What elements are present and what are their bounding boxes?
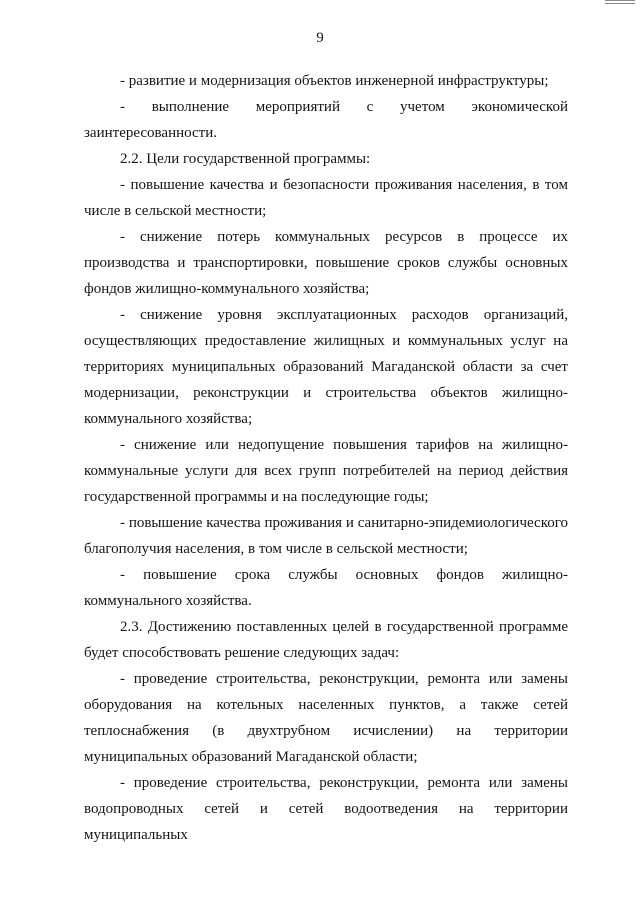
paragraph-2: - выполнение мероприятий с учетом экономической заинтересованности. [84, 99, 568, 141]
paragraph-10: 2.3. Достижению поставленных целей в государственной программе будет способствовать решение следующих задач: [84, 619, 568, 661]
paragraph-6: - снижение уровня эксплуатационных расходов организаций, осуществляющих предоставление жилищных и коммунальных услуг на территориях муниципальных образований Магаданской области за счет модернизации, реконструкции и строительства объектов жилищно-коммунального хозяйства; [84, 307, 568, 427]
corner-mark [605, 0, 635, 9]
corner-mark-line [605, 0, 635, 1]
paragraph-12: - проведение строительства, реконструкции, ремонта или замены водопроводных сетей и сетей водоотведения на территории муниципальных [84, 775, 568, 843]
paragraph-11: - проведение строительства, реконструкции, ремонта или замены оборудования на котельных населенных пунктов, а также сетей теплоснабжения (в двухтрубном исчислении) на территории муниципальных образований Магаданской области; [84, 671, 568, 765]
document-body [84, 68, 568, 848]
corner-mark-line [605, 3, 635, 4]
paragraph-5: - снижение потерь коммунальных ресурсов в процессе их производства и транспортировки, повышение сроков службы основных фондов жилищно-коммунального хозяйства; [84, 229, 568, 297]
paragraph-8: - повышение качества проживания и санитарно-эпидемиологического благополучия населения, в том числе в сельской местности; [84, 515, 568, 557]
paragraph-3: 2.2. Цели государственной программы: [120, 151, 371, 167]
paragraph-7: - снижение или недопущение повышения тарифов на жилищно-коммунальные услуги для всех групп потребителей на период действия государственной программы и на последующие годы; [84, 437, 568, 505]
paragraph-4: - повышение качества и безопасности проживания населения, в том числе в сельской местности; [84, 177, 568, 219]
paragraph-9: - повышение срока службы основных фондов жилищно-коммунального хозяйства. [84, 567, 568, 609]
paragraph-1: - развитие и модернизация объектов инженерной инфраструктуры; [120, 73, 549, 89]
page-number: 9 [316, 30, 324, 46]
